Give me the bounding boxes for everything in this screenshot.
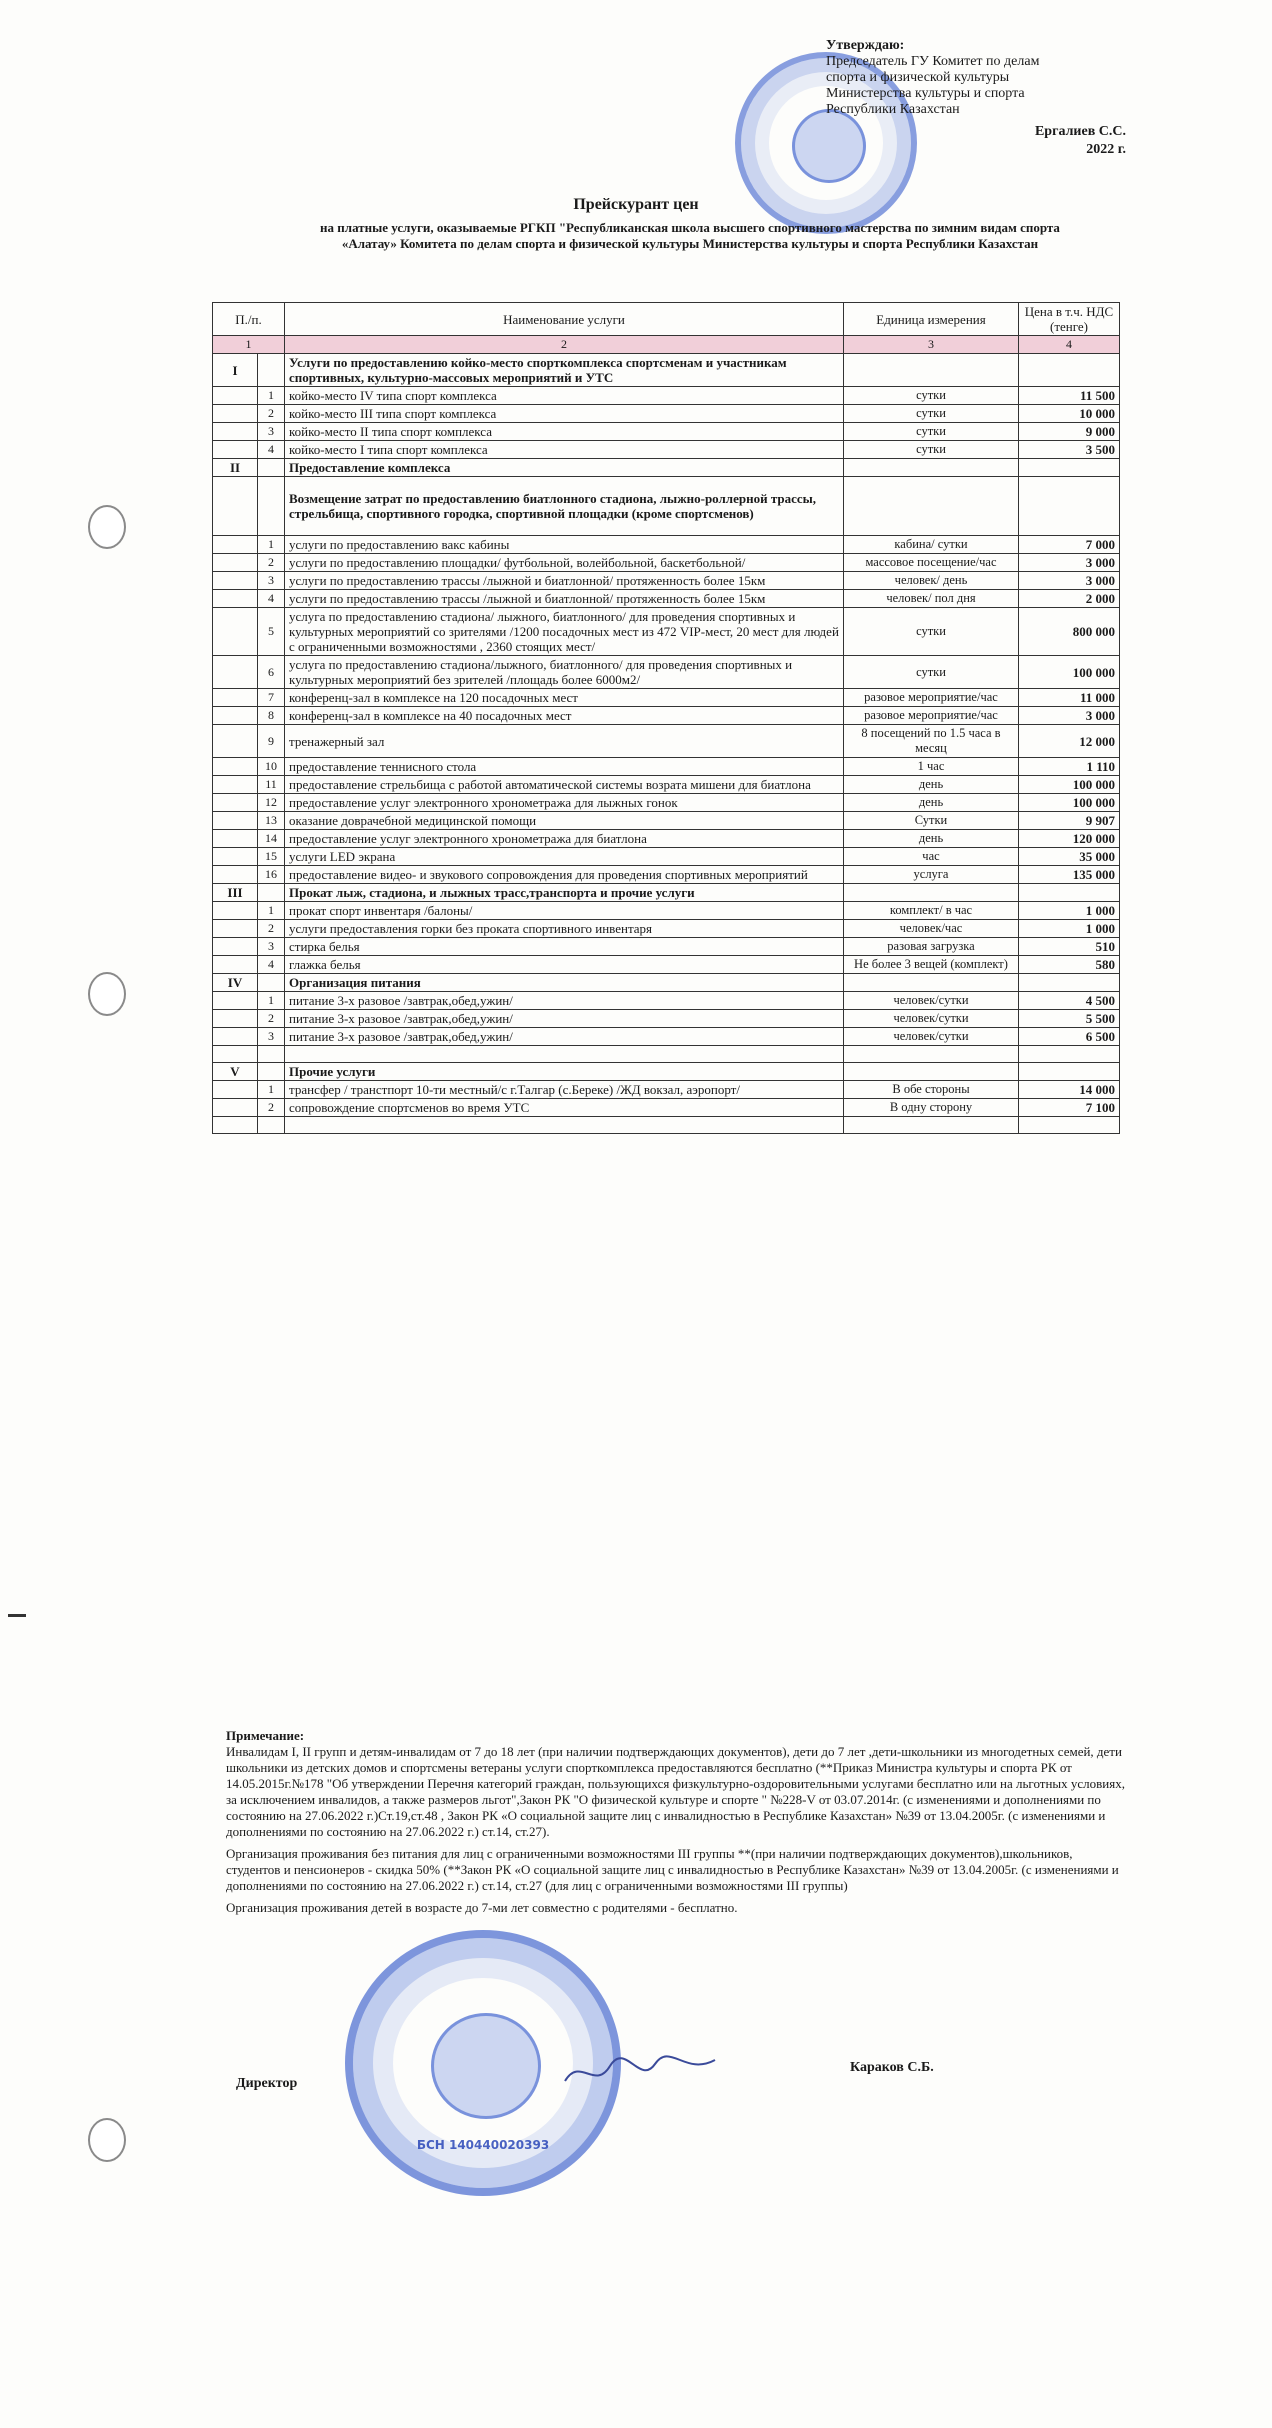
service-unit: сутки <box>844 656 1019 689</box>
service-name: прокат спорт инвентаря /балоны/ <box>285 902 844 920</box>
service-unit: человек/сутки <box>844 1010 1019 1028</box>
service-price: 9 907 <box>1019 812 1120 830</box>
section-number: III <box>213 884 258 902</box>
service-unit: человек/сутки <box>844 1028 1019 1046</box>
cell-empty <box>213 554 258 572</box>
service-price: 7 100 <box>1019 1099 1120 1117</box>
cell-unit <box>844 459 1019 477</box>
table-row <box>213 1081 1120 1099</box>
item-number: 1 <box>258 992 285 1010</box>
column-number: 3 <box>844 336 1019 354</box>
table-row <box>213 884 1120 902</box>
table-row <box>213 656 1120 689</box>
item-number: 8 <box>258 707 285 725</box>
notes-header: Примечание: <box>226 1728 305 1743</box>
cell-empty <box>213 441 258 459</box>
document-subtitle: на платные услуги, оказываемые РГКП "Республиканская школа высшего спортивного мастерства по зимним видам спорта «Алатау» Комитета по делам спорта и физической культуры Министерства культуры и спорта Республики Казахстан <box>320 220 1060 251</box>
service-unit: разовая загрузка <box>844 938 1019 956</box>
section-title: Организация питания <box>285 974 844 992</box>
service-unit: сутки <box>844 405 1019 423</box>
item-number: 2 <box>258 1099 285 1117</box>
service-price: 14 000 <box>1019 1081 1120 1099</box>
service-unit: комплект/ в час <box>844 902 1019 920</box>
cell-empty <box>213 1081 258 1099</box>
service-unit: сутки <box>844 608 1019 656</box>
table-row <box>213 477 1120 536</box>
service-name: трансфер / транстпорт 10-ти местный/с г.Талгар (с.Береке) /ЖД вокзал, аэропорт/ <box>285 1081 844 1099</box>
cell-unit <box>844 974 1019 992</box>
service-name: предоставление услуг электронного хронометража для биатлона <box>285 830 844 848</box>
service-unit: кабина/ сутки <box>844 536 1019 554</box>
table-row <box>213 812 1120 830</box>
service-name: предоставление услуг электронного хронометража для лыжных гонок <box>285 794 844 812</box>
binder-hole <box>88 972 126 1016</box>
item-number: 1 <box>258 1081 285 1099</box>
service-unit: 8 посещений по 1.5 часа в месяц <box>844 725 1019 758</box>
service-price: 6 500 <box>1019 1028 1120 1046</box>
section-number: V <box>213 1063 258 1081</box>
item-number: 9 <box>258 725 285 758</box>
item-number: 3 <box>258 938 285 956</box>
service-unit: человек/ день <box>844 572 1019 590</box>
cell-empty <box>213 776 258 794</box>
service-price: 100 000 <box>1019 656 1120 689</box>
service-unit: день <box>844 830 1019 848</box>
service-name: услуги по предоставлению трассы /лыжной и биатлонной/ протяженность более 15км <box>285 590 844 608</box>
header-service: Наименование услуги <box>285 303 844 336</box>
table-row <box>213 590 1120 608</box>
table-row <box>213 1010 1120 1028</box>
table-row <box>213 1028 1120 1046</box>
table-row <box>213 554 1120 572</box>
service-price: 510 <box>1019 938 1120 956</box>
cell-empty <box>213 794 258 812</box>
item-number: 12 <box>258 794 285 812</box>
binder-hole <box>88 2118 126 2162</box>
approval-line: Утверждаю: <box>826 38 905 53</box>
table-row <box>213 938 1120 956</box>
service-unit: сутки <box>844 441 1019 459</box>
cell-empty <box>844 477 1019 536</box>
service-unit: В обе стороны <box>844 1081 1019 1099</box>
cell-empty <box>258 459 285 477</box>
approval-line: спорта и физической культуры <box>826 70 1010 85</box>
service-name: услуга по предоставлению стадиона/ лыжного, биатлонного/ для проведения спортивных и культурных мероприятий со зрителями /1200 посадочных мест из 472 VIP-мест, 20 мест для людей с ограниченными возможностями , 2360 стоящих мест/ <box>285 608 844 656</box>
service-name: питание 3-х разовое /завтрак,обед,ужин/ <box>285 1010 844 1028</box>
cell-empty <box>213 590 258 608</box>
table-row <box>213 1046 1120 1063</box>
cell-empty <box>213 608 258 656</box>
cell-empty <box>258 477 285 536</box>
approval-line: Министерства культуры и спорта <box>826 86 1025 101</box>
cell-price <box>1019 354 1120 387</box>
service-name: услуги предоставления горки без проката спортивного инвентаря <box>285 920 844 938</box>
item-number: 13 <box>258 812 285 830</box>
service-unit: В одну сторону <box>844 1099 1019 1117</box>
table-row <box>213 794 1120 812</box>
cell-empty <box>213 689 258 707</box>
service-price: 12 000 <box>1019 725 1120 758</box>
approval-block <box>826 38 1126 158</box>
item-number: 2 <box>258 554 285 572</box>
service-unit: разовое мероприятие/час <box>844 689 1019 707</box>
column-number: 4 <box>1019 336 1120 354</box>
cell-empty <box>1019 1046 1120 1063</box>
section-number: I <box>213 354 258 387</box>
cell-empty <box>844 1046 1019 1063</box>
service-unit: сутки <box>844 387 1019 405</box>
approval-line: Председатель ГУ Комитет по делам <box>826 54 1040 69</box>
section-title: Прокат лыж, стадиона, и лыжных трасс,транспорта и прочие услуги <box>285 884 844 902</box>
table-row <box>213 956 1120 974</box>
service-name: услуги по предоставлению площадки/ футбольной, волейбольной, баскетбольной/ <box>285 554 844 572</box>
section-title: Услуги по предоставлению койко-место спорткомплекса спортсменам и участникам спортивных, культурно-массовых мероприятий и УТС <box>285 354 844 387</box>
section-number: II <box>213 459 258 477</box>
service-unit: день <box>844 794 1019 812</box>
cell-price <box>1019 1063 1120 1081</box>
table-row <box>213 848 1120 866</box>
item-number: 4 <box>258 590 285 608</box>
service-price: 10 000 <box>1019 405 1120 423</box>
section-number: IV <box>213 974 258 992</box>
service-name: койко-место I типа спорт комплекса <box>285 441 844 459</box>
table-row <box>213 992 1120 1010</box>
service-unit: день <box>844 776 1019 794</box>
service-name: услуги LED экрана <box>285 848 844 866</box>
approval-signer: Ергалиев С.С. <box>1034 124 1126 139</box>
service-unit: человек/ пол дня <box>844 590 1019 608</box>
cell-price <box>1019 884 1120 902</box>
item-number: 2 <box>258 405 285 423</box>
item-number: 14 <box>258 830 285 848</box>
header-price: Цена в т.ч. НДС (тенге) <box>1019 303 1120 336</box>
item-number: 1 <box>258 536 285 554</box>
item-number: 1 <box>258 902 285 920</box>
section-title: Предоставление комплекса <box>285 459 844 477</box>
cell-empty <box>213 938 258 956</box>
cell-empty <box>213 920 258 938</box>
cell-empty <box>258 1046 285 1063</box>
service-price: 120 000 <box>1019 830 1120 848</box>
service-name: конференц-зал в комплексе на 120 посадочных мест <box>285 689 844 707</box>
service-name: койко-место III типа спорт комплекса <box>285 405 844 423</box>
cell-empty <box>213 405 258 423</box>
service-name: предоставление стрельбища с работой автоматической системы возрата мишени для биатлона <box>285 776 844 794</box>
service-unit: 1 час <box>844 758 1019 776</box>
service-name: питание 3-х разовое /завтрак,обед,ужин/ <box>285 1028 844 1046</box>
table-row <box>213 830 1120 848</box>
cell-empty <box>213 656 258 689</box>
item-number: 3 <box>258 1028 285 1046</box>
cell-empty <box>213 536 258 554</box>
cell-empty <box>213 423 258 441</box>
cell-empty <box>213 830 258 848</box>
service-name: оказание доврачебной медицинской помощи <box>285 812 844 830</box>
cell-empty <box>213 1117 258 1134</box>
item-number: 1 <box>258 387 285 405</box>
service-price: 1 110 <box>1019 758 1120 776</box>
cell-empty <box>213 1028 258 1046</box>
item-number: 3 <box>258 423 285 441</box>
director-name: Караков С.Б. <box>850 2060 934 2075</box>
section-title: Прочие услуги <box>285 1063 844 1081</box>
service-name: койко-место IV типа спорт комплекса <box>285 387 844 405</box>
cell-unit <box>844 354 1019 387</box>
service-unit: Не более 3 вещей (комплект) <box>844 956 1019 974</box>
service-name: конференц-зал в комплексе на 40 посадочных мест <box>285 707 844 725</box>
service-price: 3 500 <box>1019 441 1120 459</box>
cell-empty <box>213 848 258 866</box>
cell-empty <box>285 1046 844 1063</box>
cell-empty <box>213 387 258 405</box>
service-unit: разовое мероприятие/час <box>844 707 1019 725</box>
service-unit: человек/час <box>844 920 1019 938</box>
cell-empty <box>258 354 285 387</box>
service-unit: человек/сутки <box>844 992 1019 1010</box>
service-price: 3 000 <box>1019 554 1120 572</box>
cell-empty <box>213 1046 258 1063</box>
note-paragraph: Организация проживания без питания для лиц с ограниченными возможностями III группы **(при наличии подтверждающих документов),школьников, студентов и пенсионеров - скидка 50% (**Закон РК «О социальной защите лиц с инвалидностью в Республике Казахстан» №39 от 13.04.2005г. (с изменениями и дополнениями по состоянию на 27.06.2022 г.) ст.14, ст.27 (для лиц с ограниченными возможностями III группы) <box>226 1846 1119 1893</box>
header-unit: Единица измерения <box>844 303 1019 336</box>
item-number: 15 <box>258 848 285 866</box>
cell-empty <box>213 1099 258 1117</box>
cell-empty <box>213 477 258 536</box>
table-row <box>213 758 1120 776</box>
cell-empty <box>213 902 258 920</box>
service-price: 800 000 <box>1019 608 1120 656</box>
table-row <box>213 536 1120 554</box>
cell-empty <box>213 956 258 974</box>
service-price: 1 000 <box>1019 920 1120 938</box>
table-row <box>213 902 1120 920</box>
table-row <box>213 354 1120 387</box>
table-row <box>213 387 1120 405</box>
table-row <box>213 725 1120 758</box>
approval-date: 2022 г. <box>1086 142 1126 157</box>
table-row <box>213 608 1120 656</box>
binder-hole <box>88 505 126 549</box>
service-unit: услуга <box>844 866 1019 884</box>
cell-price <box>1019 459 1120 477</box>
cell-empty <box>213 572 258 590</box>
table-row <box>213 423 1120 441</box>
cell-empty <box>213 1010 258 1028</box>
cell-empty <box>258 1063 285 1081</box>
cell-empty <box>1019 1117 1120 1134</box>
service-name: услуга по предоставлению стадиона/лыжного, биатлонного/ для проведения спортивных и культурных мероприятий без зрителей /площадь более 6000м2/ <box>285 656 844 689</box>
service-name: стирка белья <box>285 938 844 956</box>
service-price: 11 500 <box>1019 387 1120 405</box>
service-unit: сутки <box>844 423 1019 441</box>
service-name: услуги по предоставлению вакс кабины <box>285 536 844 554</box>
cell-empty <box>1019 477 1120 536</box>
column-number: 2 <box>285 336 844 354</box>
table-row <box>213 974 1120 992</box>
service-price: 135 000 <box>1019 866 1120 884</box>
cell-empty <box>213 866 258 884</box>
cell-empty <box>285 1117 844 1134</box>
item-number: 7 <box>258 689 285 707</box>
table-row <box>213 707 1120 725</box>
table-row <box>213 866 1120 884</box>
service-unit: час <box>844 848 1019 866</box>
table-row <box>213 459 1120 477</box>
cell-empty <box>213 725 258 758</box>
table-row <box>213 689 1120 707</box>
table-row <box>213 441 1120 459</box>
item-number: 2 <box>258 1010 285 1028</box>
service-price: 7 000 <box>1019 536 1120 554</box>
table-row <box>213 776 1120 794</box>
item-number: 2 <box>258 920 285 938</box>
cell-empty <box>213 707 258 725</box>
cell-empty <box>258 1117 285 1134</box>
service-name: тренажерный зал <box>285 725 844 758</box>
cell-empty <box>258 974 285 992</box>
column-number: 1 <box>213 336 285 354</box>
cell-price <box>1019 974 1120 992</box>
service-unit: массовое посещение/час <box>844 554 1019 572</box>
item-number: 6 <box>258 656 285 689</box>
cell-empty <box>258 884 285 902</box>
service-price: 11 000 <box>1019 689 1120 707</box>
service-price: 4 500 <box>1019 992 1120 1010</box>
service-unit: Сутки <box>844 812 1019 830</box>
cell-empty <box>213 758 258 776</box>
table-row <box>213 1117 1120 1134</box>
service-price: 580 <box>1019 956 1120 974</box>
service-price: 9 000 <box>1019 423 1120 441</box>
stamp-bin: БСН 140440020393 <box>416 2138 550 2152</box>
service-price: 3 000 <box>1019 572 1120 590</box>
header-number: П./п. <box>213 303 285 336</box>
cell-empty <box>213 812 258 830</box>
service-name: койко-место II типа спорт комплекса <box>285 423 844 441</box>
table-row <box>213 1063 1120 1081</box>
price-table <box>212 302 1120 1134</box>
service-name: услуги по предоставлению трассы /лыжной и биатлонной/ протяженность более 15км <box>285 572 844 590</box>
director-label: Директор <box>236 2076 298 2091</box>
table-row <box>213 405 1120 423</box>
service-name: питание 3-х разовое /завтрак,обед,ужин/ <box>285 992 844 1010</box>
scan-mark <box>8 1614 26 1617</box>
document-title: Прейскурант цен <box>573 196 699 213</box>
cell-unit <box>844 1063 1019 1081</box>
cell-empty <box>844 1117 1019 1134</box>
note-paragraph: Организация проживания детей в возрасте до 7-ми лет совместно с родителями - бесплатно. <box>226 1900 738 1915</box>
director-signature <box>560 2046 720 2096</box>
service-price: 2 000 <box>1019 590 1120 608</box>
table-row <box>213 572 1120 590</box>
service-price: 1 000 <box>1019 902 1120 920</box>
service-price: 100 000 <box>1019 776 1120 794</box>
item-number: 4 <box>258 441 285 459</box>
table-row <box>213 920 1120 938</box>
subsection-title: Возмещение затрат по предоставлению биатлонного стадиона, лыжно-роллерной трассы, стрельбища, спортивного городка, спортивной площадки (кроме спортсменов) <box>285 477 844 536</box>
item-number: 4 <box>258 956 285 974</box>
service-price: 5 500 <box>1019 1010 1120 1028</box>
cell-unit <box>844 884 1019 902</box>
service-price: 35 000 <box>1019 848 1120 866</box>
notes-block <box>226 1728 1126 1922</box>
service-name: глажка белья <box>285 956 844 974</box>
service-name: предоставление видео- и звукового сопровождения для проведения спортивных мероприятий <box>285 866 844 884</box>
service-name: сопровождение спортсменов во время УТС <box>285 1099 844 1117</box>
cell-empty <box>213 992 258 1010</box>
approval-line: Республики Казахстан <box>826 102 960 117</box>
service-price: 100 000 <box>1019 794 1120 812</box>
item-number: 5 <box>258 608 285 656</box>
item-number: 11 <box>258 776 285 794</box>
item-number: 3 <box>258 572 285 590</box>
service-price: 3 000 <box>1019 707 1120 725</box>
table-row <box>213 1099 1120 1117</box>
item-number: 16 <box>258 866 285 884</box>
note-paragraph: Инвалидам I, II групп и детям-инвалидам от 7 до 18 лет (при наличии подтверждающих документов), дети до 7 лет ,дети-школьники из многодетных семей, дети школьники из детских домов и спортсмены ветераны услуги спорткомплекса предоставляются бесплатно (**Приказ Министра культуры и спорта РК от 14.05.2015г.№178 "Об утверждении Перечня категорий граждан, пользующихся физкультурно-оздоровительными услугами бесплатно или на льготных условиях, за исключением инвалидов, а также размеров льгот",Закон РК "О физической культуре и спорте " №228-V от 03.07.2014г. (с изменениями и дополнениями по состоянию на 27.06.2022 г.)Ст.19,ст.48 , Закон РК «О социальной защите лиц с инвалидностью в Республике Казахстан» №39 от 13.04.2005г. (с изменениями и дополнениями по состоянию на 27.06.2022 г.) ст.14, ст.27). <box>226 1744 1125 1839</box>
item-number: 10 <box>258 758 285 776</box>
service-name: предоставление теннисного стола <box>285 758 844 776</box>
